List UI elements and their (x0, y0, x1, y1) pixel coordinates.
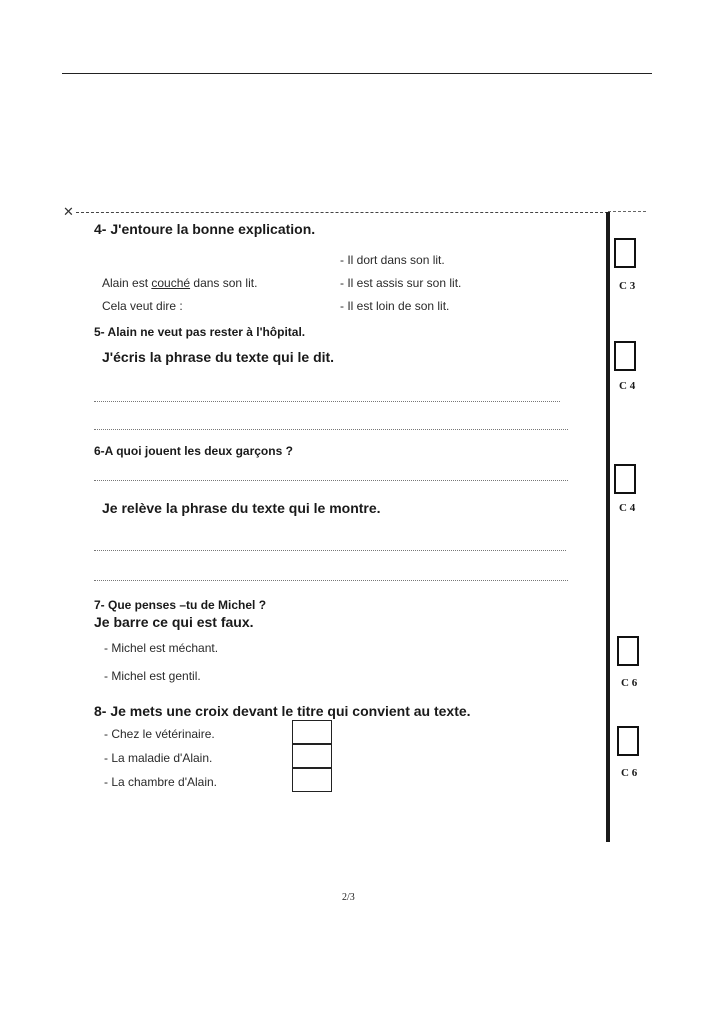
score-box-q7[interactable] (617, 636, 639, 666)
score-box-q5[interactable] (614, 341, 636, 371)
q4-option-3[interactable]: - Il est loin de son lit. (340, 299, 450, 313)
q4-underlined-word: couché (151, 276, 191, 290)
score-box-q6[interactable] (614, 464, 636, 494)
q4-sentence-2: Cela veut dire : (102, 299, 183, 313)
q6-answer-line-3[interactable] (94, 580, 568, 581)
cut-line (76, 212, 608, 213)
cut-line-margin (608, 211, 646, 212)
q7-option-1[interactable]: - Michel est méchant. (104, 641, 219, 655)
q4-sentence-start: Alain est (102, 276, 152, 290)
q7-option-2[interactable]: - Michel est gentil. (104, 669, 201, 683)
q5-answer-line-2[interactable] (94, 429, 568, 430)
q6-instruction: Je relève la phrase du texte qui le montre. (102, 500, 381, 516)
q4-title: 4- J'entoure la bonne explication. (94, 221, 316, 237)
q7-instruction: Je barre ce qui est faux. (94, 614, 254, 630)
scissors-icon: ✕ (63, 204, 74, 219)
q6-title: 6-A quoi jouent les deux garçons ? (94, 444, 293, 458)
score-label-q5: C 4 (619, 380, 636, 392)
q6-answer-line-1[interactable] (94, 480, 568, 481)
q5-answer-line-1[interactable] (94, 401, 560, 402)
q4-sentence (102, 276, 257, 290)
q4-sentence-end: dans son lit. (190, 276, 258, 290)
score-label-q8: C 6 (621, 767, 638, 779)
q8-option-1: - Chez le vétérinaire. (104, 727, 215, 741)
q8-title: 8- Je mets une croix devant le titre qui convient au texte. (94, 703, 471, 719)
q4-option-1[interactable]: - Il dort dans son lit. (340, 253, 445, 267)
q8-option-2: - La maladie d'Alain. (104, 751, 213, 765)
q5-instruction: J'écris la phrase du texte qui le dit. (102, 349, 335, 365)
score-box-q4[interactable] (614, 238, 636, 268)
q5-title: 5- Alain ne veut pas rester à l'hôpital. (94, 325, 306, 339)
q8-option-3: - La chambre d'Alain. (104, 775, 218, 789)
q7-title: 7- Que penses –tu de Michel ? (94, 598, 267, 612)
q8-checkbox-3[interactable] (292, 768, 332, 792)
top-rule (62, 73, 652, 74)
score-label-q7: C 6 (621, 677, 638, 689)
margin-bar (606, 212, 610, 842)
page-number: 2/3 (342, 892, 355, 903)
score-label-q6: C 4 (619, 502, 636, 514)
q6-answer-line-2[interactable] (94, 550, 566, 551)
score-box-q8[interactable] (617, 726, 639, 756)
q8-checkbox-1[interactable] (292, 720, 332, 744)
q4-option-2[interactable]: - Il est assis sur son lit. (340, 276, 462, 290)
q8-checkbox-2[interactable] (292, 744, 332, 768)
score-label-q4: C 3 (619, 280, 636, 292)
